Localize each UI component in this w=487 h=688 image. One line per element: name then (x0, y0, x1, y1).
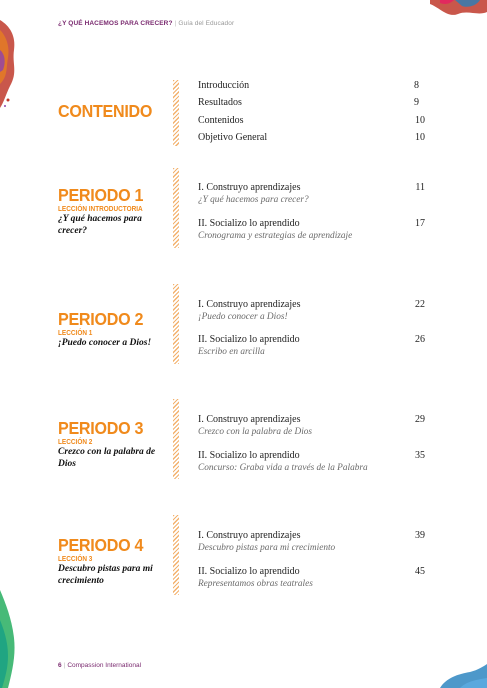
footer-separator: | (63, 662, 66, 669)
entry-page: 11 (415, 182, 425, 193)
toc-item: Objetivo General (198, 132, 268, 143)
entry-title: II. Socializo lo aprendido (198, 334, 300, 345)
period-title: PERIODO 3 (58, 418, 144, 438)
lesson-label: LECCIÓN 3 (58, 556, 93, 563)
entry-subtitle: Cronograma y estrategias de aprendizaje (198, 231, 353, 241)
period-title: PERIODO 4 (58, 535, 144, 555)
entry-title: I. Construyo aprendizajes (198, 414, 301, 425)
toc-item: Introducción (198, 80, 250, 91)
entry-page: 26 (415, 334, 425, 345)
entry-page: 22 (415, 299, 425, 310)
lesson-name: ¿Y qué hacemos para crecer? (58, 214, 142, 236)
header-title: ¿Y QUÉ HACEMOS PARA CRECER? (58, 20, 173, 27)
header-subtitle: Guía del Educador (178, 20, 235, 27)
entry-subtitle: Descubro pistas para mi crecimiento (198, 543, 336, 553)
running-header (58, 20, 234, 27)
entry-page: 17 (415, 218, 425, 229)
header-separator: | (174, 20, 177, 27)
lesson-label: LECCIÓN 1 (58, 330, 93, 337)
period-heading (58, 309, 170, 350)
toc-page: 9 (414, 97, 419, 108)
entry-page: 39 (415, 530, 425, 541)
entry-title: II. Socializo lo aprendido (198, 450, 300, 461)
lesson-name: Crezco con la palabra de Dios (58, 447, 156, 469)
toc-item: Contenidos (198, 115, 244, 126)
period-heading (58, 535, 170, 587)
entry-subtitle: Concurso: Graba vida a través de la Palabra (198, 463, 368, 473)
entry-title: II. Socializo lo aprendido (198, 218, 300, 229)
period-title: PERIODO 2 (58, 309, 144, 329)
lesson-name: ¡Puedo conocer a Dios! (58, 338, 152, 348)
entry-subtitle: ¡Puedo conocer a Dios! (198, 312, 288, 322)
period-heading (58, 418, 170, 470)
entry-title: II. Socializo lo aprendido (198, 566, 300, 577)
paint-splash-bottom-left (0, 590, 18, 688)
entry-title: I. Construyo aprendizajes (198, 299, 301, 310)
toc-page: 10 (415, 115, 425, 126)
entry-subtitle: Representamos obras teatrales (198, 579, 313, 589)
toc-page: 8 (414, 80, 419, 91)
lesson-name: Descubro pistas para mi crecimiento (58, 564, 153, 586)
divider-hatch (173, 168, 179, 248)
divider-hatch (173, 399, 179, 479)
period-title: PERIODO 1 (58, 185, 144, 205)
footer-page-number: 6 (58, 662, 62, 669)
entry-page: 35 (415, 450, 425, 461)
divider-hatch (173, 80, 179, 146)
entry-subtitle: ¿Y qué hacemos para crecer? (198, 195, 309, 205)
contents-title: CONTENIDO (58, 101, 153, 121)
entry-page: 29 (415, 414, 425, 425)
entry-title: I. Construyo aprendizajes (198, 182, 301, 193)
paint-splash-bottom-right (430, 664, 487, 688)
period-heading (58, 185, 170, 237)
toc-page: 10 (415, 132, 425, 143)
contents-heading-area (58, 101, 170, 121)
entry-title: I. Construyo aprendizajes (198, 530, 301, 541)
page-footer (58, 662, 141, 669)
lesson-label: LECCIÓN INTRODUCTORIA (58, 206, 143, 213)
divider-hatch (173, 284, 179, 364)
footer-organization: Compassion International (67, 662, 142, 669)
toc-item: Resultados (198, 97, 242, 108)
divider-hatch (173, 515, 179, 595)
entry-subtitle: Crezco con la palabra de Dios (198, 427, 313, 437)
paint-splash-top-left (0, 20, 22, 110)
lesson-label: LECCIÓN 2 (58, 439, 93, 446)
entry-page: 45 (415, 566, 425, 577)
paint-splash-top-right (410, 0, 487, 20)
entry-subtitle: Escribo en arcilla (198, 347, 265, 357)
